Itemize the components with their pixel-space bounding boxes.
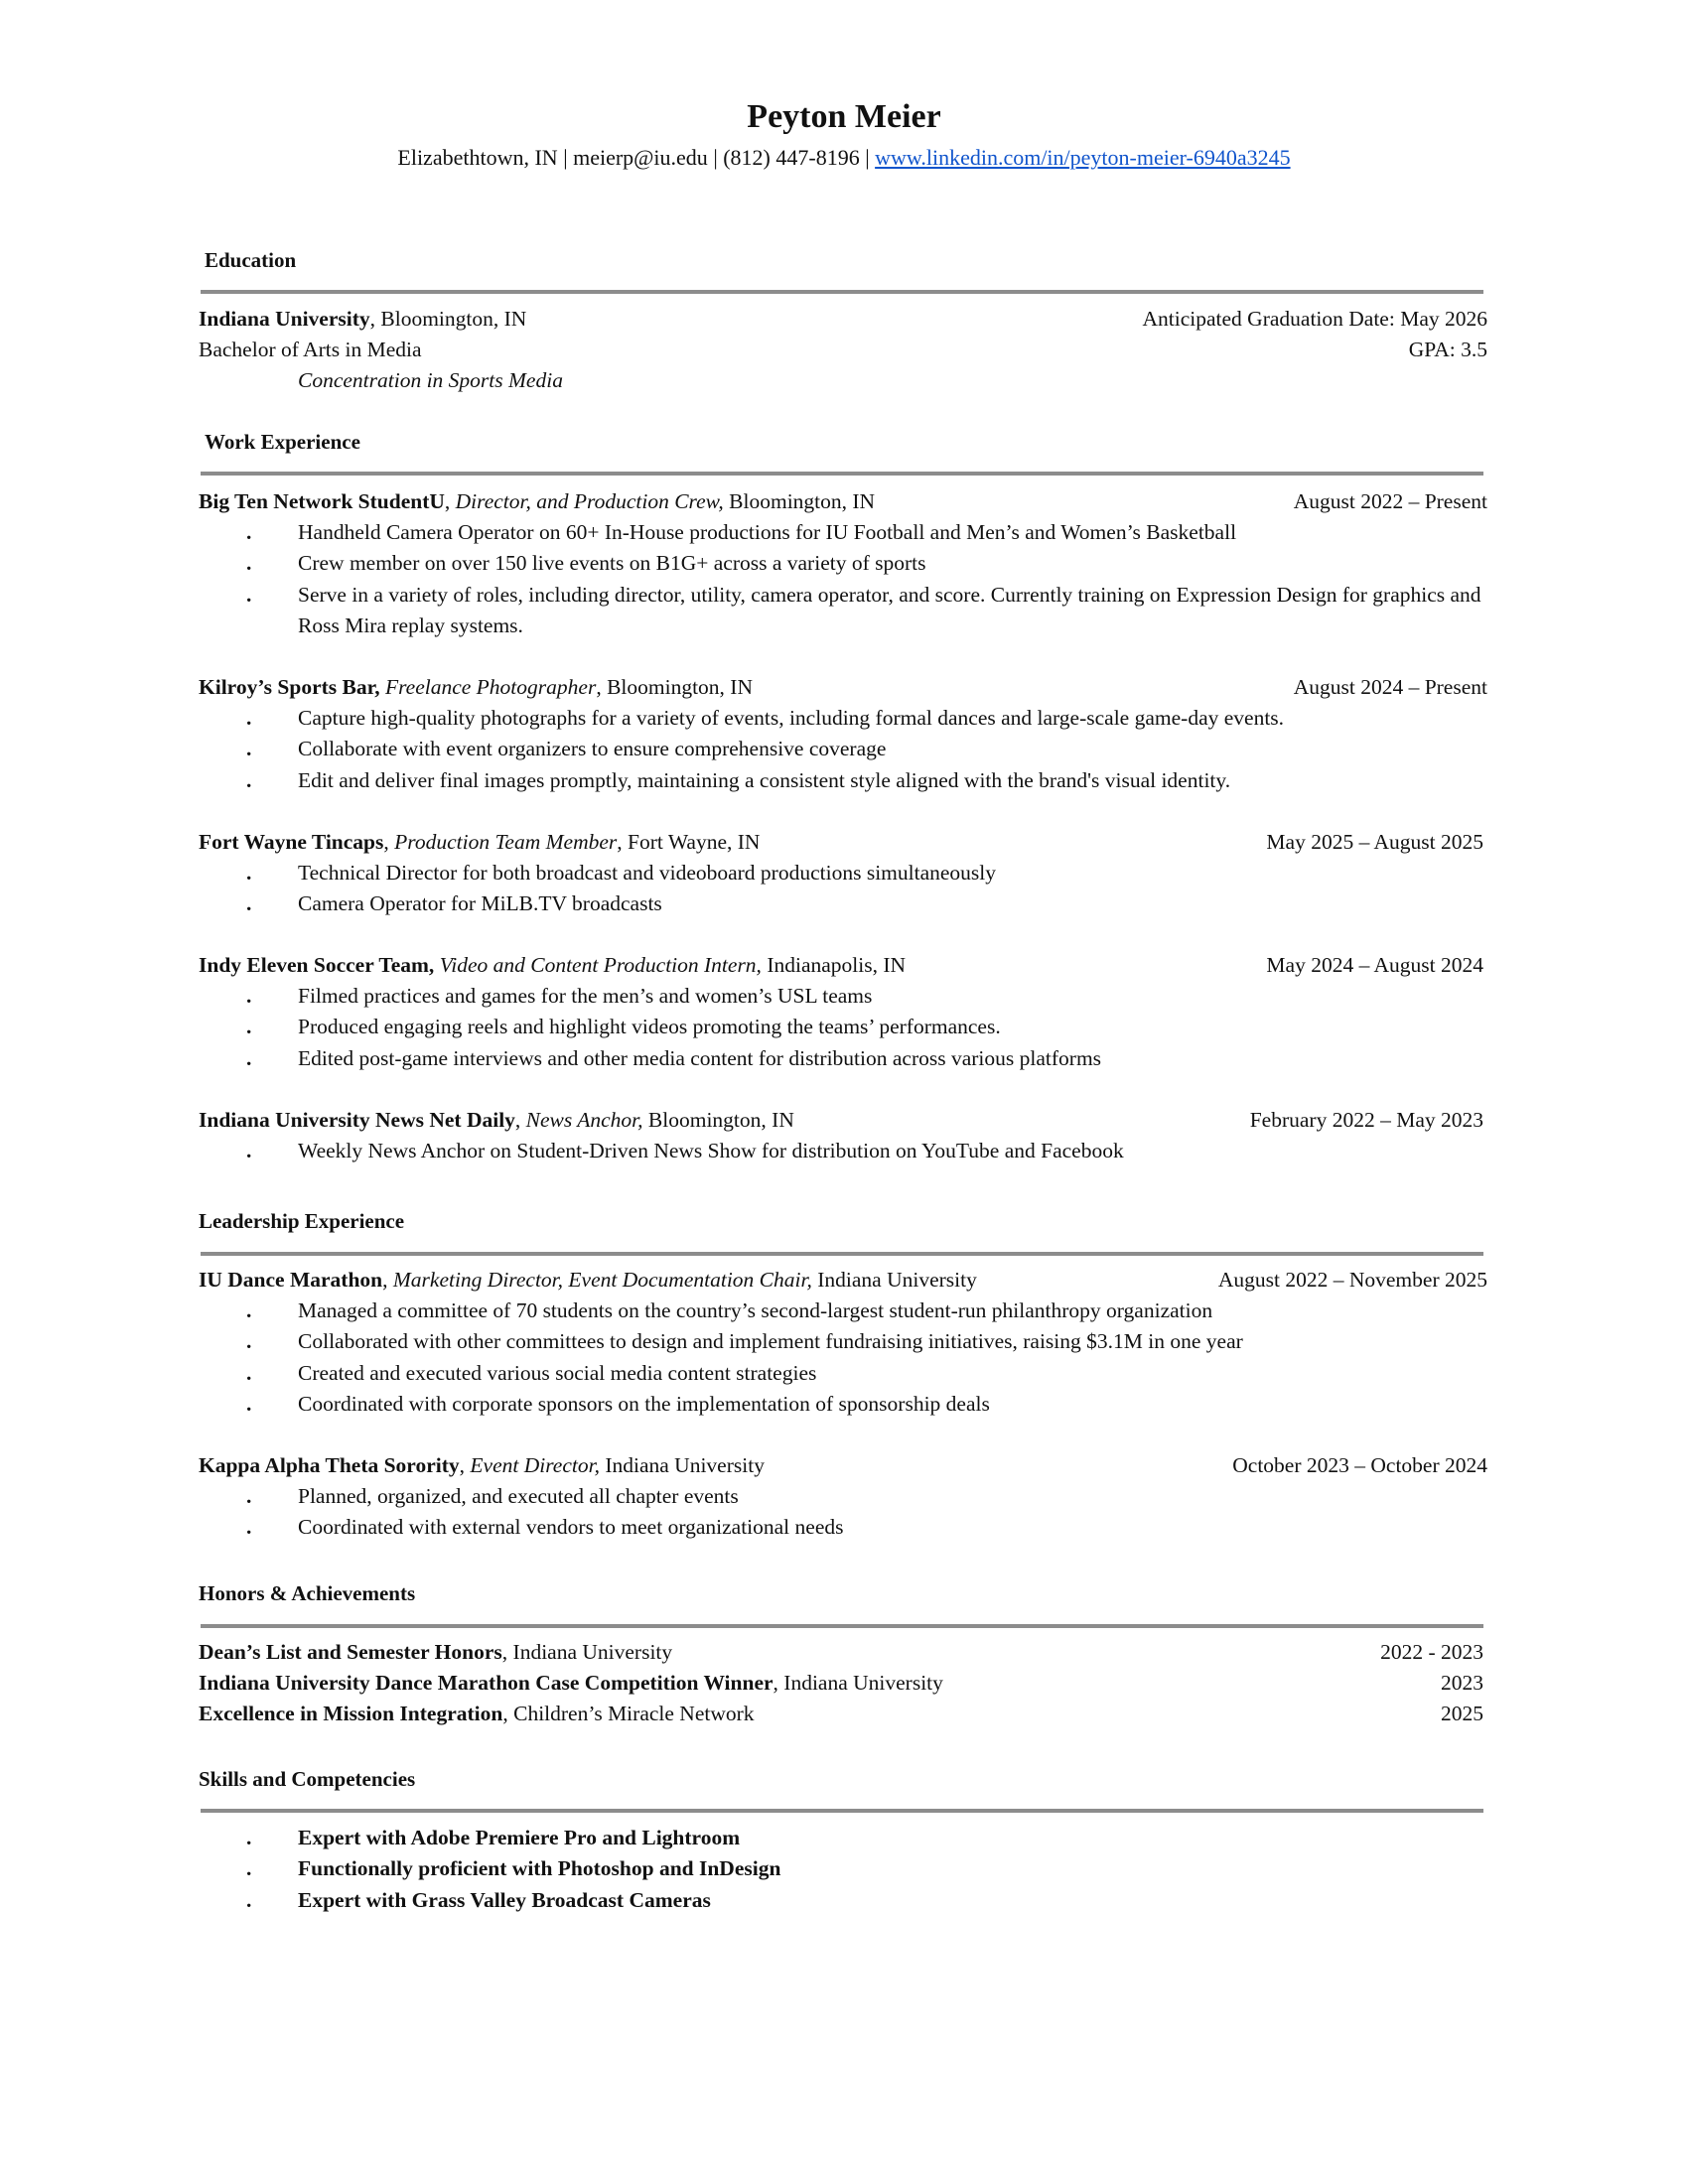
- job-bullets: [199, 517, 1489, 641]
- bullet-text: Camera Operator for MiLB.TV broadcasts: [298, 891, 662, 916]
- list-item: . Handheld Camera Operator on 60+ In-House productions for IU Football and Men’s and Women’s Basketball: [246, 520, 1237, 544]
- contact-phone: (812) 447-8196: [723, 145, 860, 170]
- list-item: . Edited post-game interviews and other media content for distribution across various platforms: [246, 1045, 1102, 1070]
- job-org: Kilroy’s Sports Bar,: [199, 675, 380, 699]
- honor-year: 2023: [1441, 1671, 1483, 1695]
- job-org: Indy Eleven Soccer Team,: [199, 953, 435, 977]
- leadership-location: Indiana University: [599, 1453, 765, 1477]
- leadership-role: Marketing Director, Event Documentation Chair,: [392, 1268, 812, 1292]
- leadership-org: Kappa Alpha Theta Sorority: [199, 1453, 460, 1477]
- job-sep: ,: [514, 1108, 526, 1132]
- honor-row: [199, 1668, 1483, 1698]
- list-item: . Managed a committee of 70 students on the country’s second-largest student-run philanthropy organization: [246, 1298, 1213, 1322]
- list-item: . Coordinated with external vendors to meet organizational needs: [246, 1515, 844, 1540]
- bullet-text: Technical Director for both broadcast and videoboard productions simultaneously: [298, 861, 997, 885]
- honor-org: , Indiana University: [773, 1671, 943, 1695]
- job-role: Director, and Production Crew,: [455, 489, 724, 513]
- honor-row: [199, 1699, 1483, 1728]
- school-location: , Bloomington, IN: [369, 307, 527, 331]
- job-location: Bloomington, IN: [642, 1108, 794, 1132]
- job-header: [199, 950, 1487, 980]
- list-item: . Technical Director for both broadcast and videoboard productions simultaneously: [246, 861, 997, 885]
- bullet-text: Weekly News Anchor on Student-Driven News Show for distribution on YouTube and Facebook: [298, 1139, 1124, 1162]
- job-header: [199, 1105, 1487, 1135]
- list-item: . Coordinated with corporate sponsors on the implementation of sponsorship deals: [246, 1391, 990, 1416]
- bullet-text: Serve in a variety of roles, including director, utility, camera operator, and score. Currently training on Expression Design for graphics and Ross Mira replay systems.: [298, 582, 1481, 637]
- bullet-text: Collaborated with other committees to design and implement fundraising initiatives, raising $3.1M in one year: [298, 1329, 1243, 1354]
- job-location: , Bloomington, IN: [596, 675, 753, 699]
- job-bullets: [199, 858, 1489, 920]
- bullet-text: Planned, organized, and executed all chapter events: [298, 1484, 739, 1508]
- leadership-bullets: [199, 1296, 1489, 1420]
- contact-location: Elizabethtown, IN: [397, 145, 558, 170]
- skills-heading: Skills and Competencies: [199, 1767, 416, 1791]
- job-header: [199, 486, 1487, 516]
- list-item: . Camera Operator for MiLB.TV broadcasts: [246, 891, 662, 916]
- bullet-text: Handheld Camera Operator on 60+ In-House productions for IU Football and Men’s and Women’s Basketball: [298, 520, 1237, 544]
- job-role: News Anchor,: [525, 1108, 643, 1132]
- list-item: . Expert with Grass Valley Broadcast Cameras: [246, 1887, 711, 1912]
- leadership-heading: Leadership Experience: [199, 1209, 405, 1233]
- list-item: . Crew member on over 150 live events on B1G+ across a variety of sports: [246, 551, 926, 576]
- list-item: . Filmed practices and games for the men’s and women’s USL teams: [246, 984, 873, 1008]
- honor-org: , Indiana University: [501, 1640, 673, 1664]
- education-school-row: [199, 304, 1487, 334]
- section-divider: [201, 1624, 1483, 1628]
- section-divider: [201, 290, 1483, 294]
- honor-org: , Children’s Miracle Network: [502, 1702, 755, 1725]
- job-header: [199, 672, 1487, 702]
- linkedin-link[interactable]: www.linkedin.com/in/peyton-meier-6940a3245: [875, 145, 1291, 170]
- list-item: . Serve in a variety of roles, including director, utility, camera operator, and score. Currently training on Expression Design for graphics and Ross Mira replay systems.: [246, 582, 1481, 637]
- job-bullets: [199, 1136, 1489, 1166]
- leadership-bullets: [199, 1481, 1489, 1544]
- honors-heading: Honors & Achievements: [199, 1581, 416, 1605]
- job-org: Indiana University News Net Daily: [199, 1108, 515, 1132]
- contact-line: [0, 141, 1688, 175]
- skills-list: [199, 1823, 1489, 1916]
- list-item: . Functionally proficient with Photoshop and InDesign: [246, 1856, 781, 1881]
- leadership-sep: ,: [459, 1453, 471, 1477]
- honor-row: [199, 1637, 1483, 1667]
- job-role: Freelance Photographer: [384, 675, 597, 699]
- separator: |: [713, 145, 718, 170]
- list-item: . Created and executed various social media content strategies: [246, 1360, 817, 1385]
- resume-header: [0, 95, 1688, 175]
- skill-text: Expert with Grass Valley Broadcast Cameras: [298, 1887, 711, 1912]
- honor-name: Excellence in Mission Integration: [199, 1702, 503, 1725]
- leadership-dates: October 2023 – October 2024: [1232, 1453, 1487, 1477]
- leadership-dates: August 2022 – November 2025: [1217, 1268, 1487, 1292]
- bullet-text: Coordinated with corporate sponsors on the implementation of sponsorship deals: [298, 1391, 990, 1416]
- school-name: Indiana University: [199, 307, 370, 331]
- bullet-text: Collaborate with event organizers to ensure comprehensive coverage: [298, 737, 887, 761]
- candidate-name: Peyton Meier: [747, 98, 941, 135]
- job-dates: May 2024 – August 2024: [1266, 953, 1483, 977]
- job-sep: ,: [444, 489, 456, 513]
- leadership-header: [199, 1265, 1487, 1295]
- education-degree-row: [199, 335, 1487, 364]
- list-item: . Collaborate with event organizers to ensure comprehensive coverage: [246, 737, 887, 761]
- honor-name: Dean’s List and Semester Honors: [199, 1640, 502, 1664]
- bullet-text: Edited post-game interviews and other media content for distribution across various platforms: [298, 1045, 1102, 1070]
- job-dates: February 2022 – May 2023: [1249, 1108, 1483, 1132]
- bullet-text: Coordinated with external vendors to meet organizational needs: [298, 1515, 844, 1540]
- bullet-text: Created and executed various social media content strategies: [298, 1360, 817, 1385]
- section-divider: [201, 1252, 1483, 1256]
- list-item: . Planned, organized, and executed all chapter events: [246, 1484, 739, 1508]
- skill-text: Expert with Adobe Premiere Pro and Lightroom: [298, 1826, 741, 1849]
- separator: |: [563, 145, 568, 170]
- list-item: . Edit and deliver final images promptly, maintaining a consistent style aligned with the brand's visual identity.: [246, 767, 1231, 792]
- list-item: . Expert with Adobe Premiere Pro and Lightroom: [246, 1826, 741, 1849]
- list-item: . Collaborated with other committees to design and implement fundraising initiatives, raising $3.1M in one year: [246, 1329, 1243, 1354]
- leadership-sep: ,: [382, 1268, 393, 1292]
- job-org: Big Ten Network StudentU: [199, 489, 445, 513]
- contact-email: meierp@iu.edu: [573, 145, 708, 170]
- separator: |: [865, 145, 870, 170]
- job-dates: August 2024 – Present: [1293, 675, 1487, 699]
- bullet-text: Crew member on over 150 live events on B1G+ across a variety of sports: [298, 551, 926, 576]
- graduation-date: Anticipated Graduation Date: May 2026: [1142, 307, 1487, 331]
- leadership-org: IU Dance Marathon: [199, 1268, 383, 1292]
- bullet-text: Edit and deliver final images promptly, maintaining a consistent style aligned with the brand's visual identity.: [298, 767, 1231, 792]
- job-bullets: [199, 703, 1489, 796]
- skill-text: Functionally proficient with Photoshop and InDesign: [298, 1856, 781, 1881]
- list-item: . Produced engaging reels and highlight videos promoting the teams’ performances.: [246, 1015, 1001, 1039]
- honor-year: 2022 - 2023: [1380, 1640, 1483, 1664]
- job-bullets: [199, 981, 1489, 1074]
- job-dates: May 2025 – August 2025: [1266, 830, 1483, 854]
- leadership-location: Indiana University: [811, 1268, 977, 1292]
- bullet-text: Filmed practices and games for the men’s and women’s USL teams: [298, 984, 873, 1008]
- job-location: Indianapolis, IN: [761, 953, 907, 977]
- honor-year: 2025: [1441, 1702, 1483, 1725]
- job-location: , Fort Wayne, IN: [617, 830, 761, 854]
- leadership-header: [199, 1450, 1487, 1480]
- bullet-text: Managed a committee of 70 students on the country’s second-largest student-run philanthropy organization: [298, 1298, 1213, 1322]
- section-divider: [201, 1809, 1483, 1813]
- job-sep: ,: [383, 830, 395, 854]
- job-dates: August 2022 – Present: [1293, 489, 1487, 513]
- honor-name: Indiana University Dance Marathon Case Competition Winner: [199, 1671, 774, 1695]
- job-role: Production Team Member: [394, 830, 618, 854]
- leadership-role: Event Director,: [470, 1453, 600, 1477]
- bullet-text: Produced engaging reels and highlight videos promoting the teams’ performances.: [298, 1015, 1001, 1039]
- list-item: . Weekly News Anchor on Student-Driven News Show for distribution on YouTube and Facebook: [246, 1139, 1124, 1162]
- concentration: Concentration in Sports Media: [298, 368, 563, 392]
- section-divider: [201, 472, 1483, 476]
- list-item: . Capture high-quality photographs for a variety of events, including formal dances and large-scale game-day events.: [246, 706, 1285, 730]
- job-org: Fort Wayne Tincaps: [199, 830, 384, 854]
- job-role: Video and Content Production Intern,: [439, 953, 762, 977]
- job-header: [199, 827, 1487, 857]
- degree: Bachelor of Arts in Media: [199, 338, 422, 361]
- gpa: GPA: 3.5: [1408, 338, 1487, 361]
- work-heading: Work Experience: [205, 430, 360, 454]
- job-location: Bloomington, IN: [723, 489, 876, 513]
- bullet-text: Capture high-quality photographs for a variety of events, including formal dances and large-scale game-day events.: [298, 706, 1285, 730]
- education-heading: Education: [205, 248, 297, 272]
